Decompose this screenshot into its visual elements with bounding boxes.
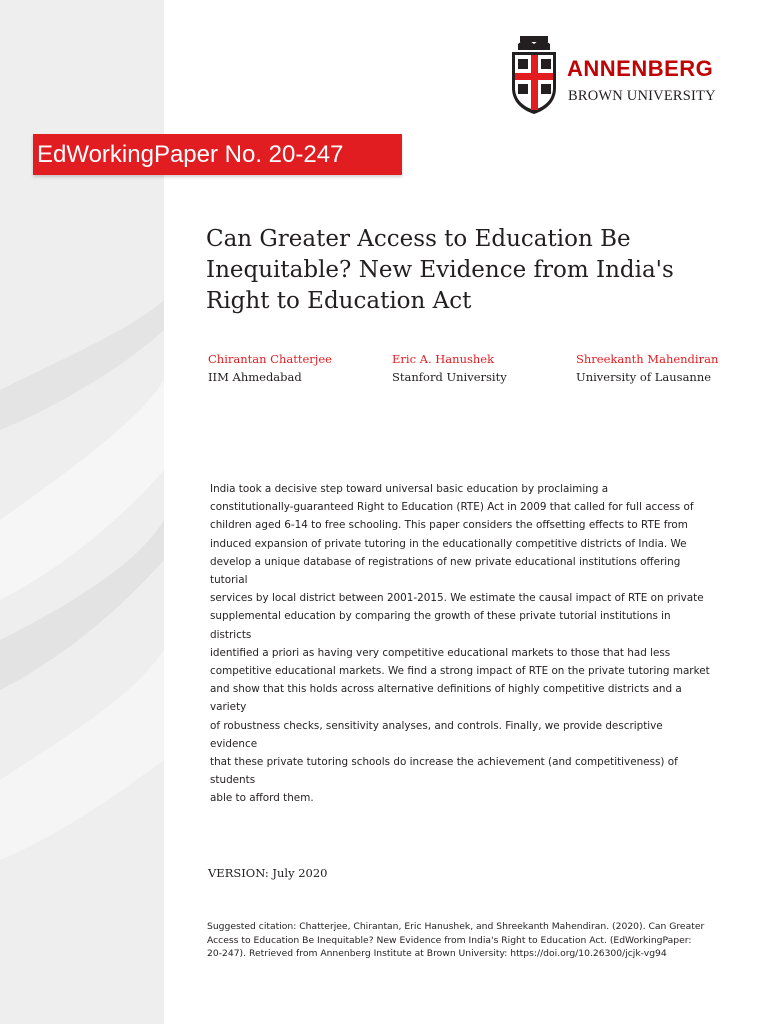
paper-title [206,224,726,317]
abstract-line: services by local district between 2001-2015. We estimate the causal impact of RTE on private [210,592,704,605]
annenberg-logo [510,34,730,116]
suggested-citation [207,920,705,961]
brand-institution: BROWN UNIVERSITY [568,88,716,104]
abstract-line: and show that this holds across alternative definitions of highly competitive districts and a variety [210,683,682,714]
brown-shield-icon [510,34,558,116]
abstract-line: competitive educational markets. We find a strong impact of RTE on the private tutoring market [210,665,710,678]
citation-line: Access to Education Be Inequitable? New Evidence from India's Right to Education Act. (EdWorkingPaper: [207,934,692,946]
author-affiliation: IIM Ahmedabad [208,370,302,384]
citation-line: 20-247). Retrieved from Annenberg Institute at Brown University: https://doi.org/10.26300/jcjk-vg94 [207,948,667,959]
author-name: Chirantan Chatterjee [208,352,332,366]
author-block [392,350,507,386]
abstract-line: constitutionally-guaranteed Right to Education (RTE) Act in 2009 that called for full access of [210,501,694,514]
title-line: Can Greater Access to Education Be [206,226,631,252]
title-line: Right to Education Act [206,288,472,314]
version-label: VERSION: July 2020 [208,866,328,880]
abstract-line: identified a priori as having very competitive educational markets to those that had less [210,646,671,659]
abstract [210,480,712,808]
abstract-line: develop a unique database of registrations of new private educational institutions offering tutorial [210,555,681,587]
abstract-line: that these private tutoring schools do increase the achievement (and competitiveness) of students [210,756,678,787]
abstract-line: induced expansion of private tutoring in the educationally competitive districts of India. We [210,537,687,550]
author-block [208,350,332,386]
title-line: Inequitable? New Evidence from India's [206,257,674,283]
abstract-line: supplemental education by comparing the growth of these private tutorial institutions in districts [210,610,671,641]
author-name: Shreekanth Mahendiran [576,352,719,366]
abstract-line: India took a decisive step toward universal basic education by proclaiming a [210,483,609,495]
abstract-line: children aged 6-14 to free schooling. This paper considers the offsetting effects to RTE from [210,519,688,532]
abstract-line: of robustness checks, sensitivity analyses, and controls. Finally, we provide descriptive evidence [210,719,663,750]
brand-name: ANNENBERG [567,56,714,81]
author-affiliation: University of Lausanne [576,370,712,384]
abstract-line: able to afford them. [210,792,314,805]
author-affiliation: Stanford University [392,370,507,384]
author-name: Eric A. Hanushek [392,352,495,366]
series-banner: EdWorkingPaper No. 20-247 [33,134,402,175]
author-block [576,350,718,386]
citation-line: Suggested citation: Chatterjee, Chirantan, Eric Hanushek, and Shreekanth Mahendiran. (2020). Can Greater [207,921,705,932]
